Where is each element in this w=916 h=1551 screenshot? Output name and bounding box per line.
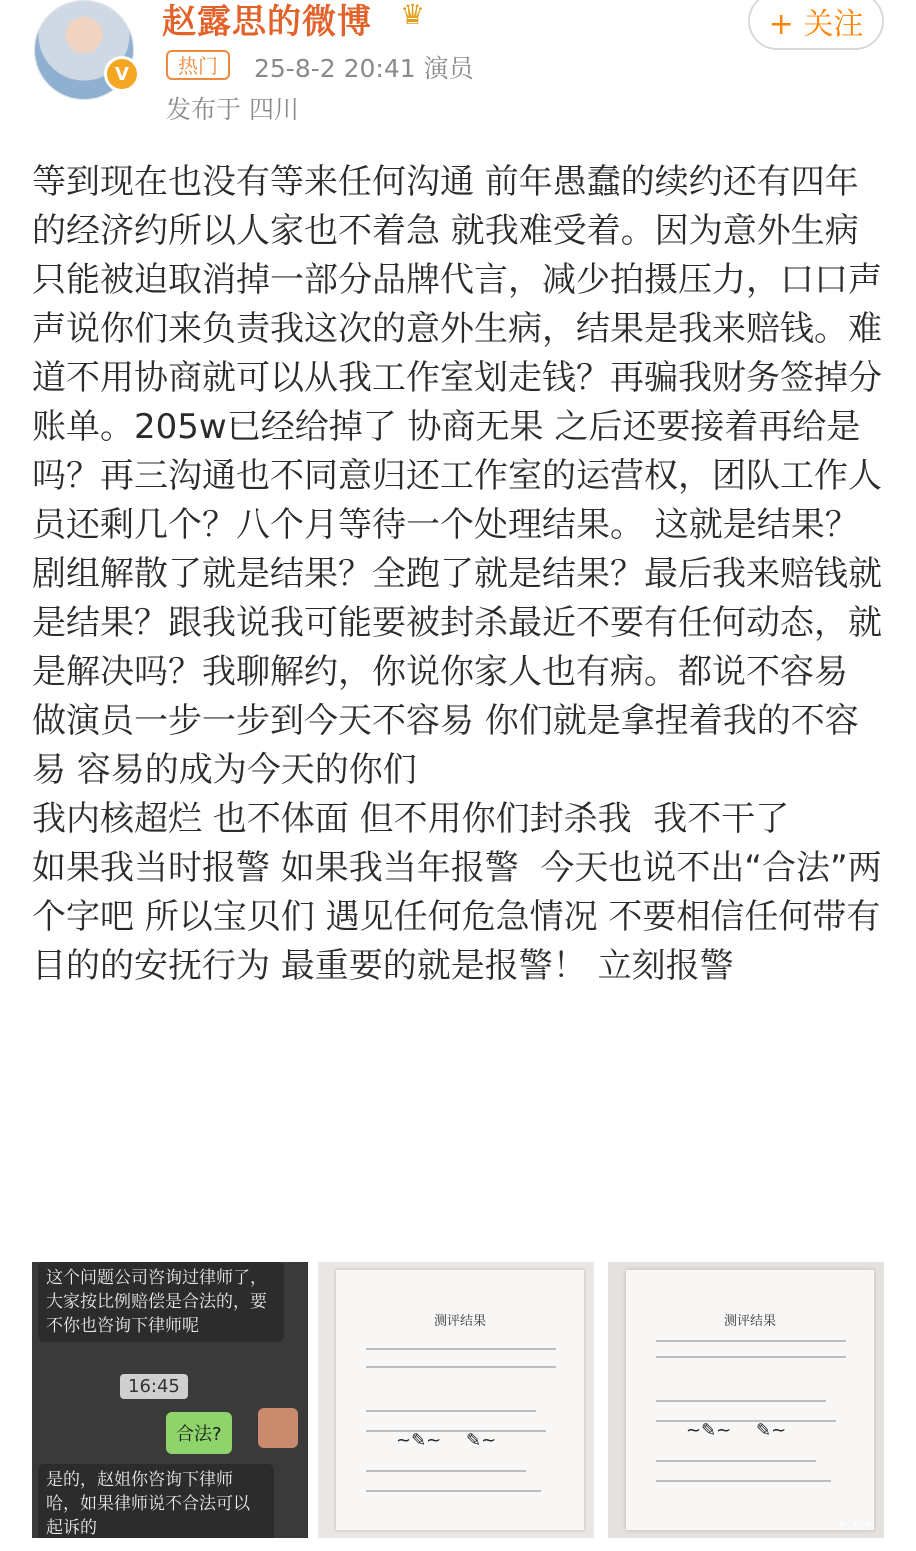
watermark: • • • bbox=[838, 1518, 872, 1534]
document-line bbox=[656, 1420, 836, 1422]
signature: ~✎~ bbox=[686, 1420, 732, 1441]
document-line bbox=[656, 1356, 846, 1358]
document-title: 测评结果 bbox=[723, 1314, 776, 1329]
photo-chat-screenshot[interactable] bbox=[32, 1262, 308, 1538]
post-paragraph: 等到现在也没有等来任何沟通 前年愚蠢的续约还有四年的经济约所以人家也不着急 就我难受着。因为意外生病只能被迫取消掉一部分品牌代言，减少拍摄压力，口口声声说你们来负责我这次的意外生病，结果是我来赔钱。难道不用协商就可以从我工作室划走钱？再骗我财务签掉分账单。205w已经给掉了 协商无果 之后还要接着再给是吗？再三沟通也不同意归还工作室的运营权，团队工作人员还剩几个？八个月等待一个处理结果。 这就是结果？剧组解散了就是结果？全跑了就是结果？最后我来赔钱就是结果？跟我说我可能要被封杀最近不要有任何动态，就是解决吗？我聊解约，你说你家人也有病。都说不容易 做演员一步一步到今天不容易 你们就是拿捏着我的不容易 容易的成为今天的你们 bbox=[32, 162, 882, 790]
chat-message-self: 合法? bbox=[166, 1412, 232, 1454]
document-page bbox=[336, 1270, 584, 1530]
photo-document-1[interactable] bbox=[318, 1262, 594, 1538]
hot-tag: 热门 bbox=[166, 50, 230, 80]
chat-message: 是的，赵姐你咨询下律师哈，如果律师说不合法可以起诉的 bbox=[38, 1464, 274, 1538]
chat-avatar bbox=[258, 1408, 298, 1448]
photo-document-2[interactable] bbox=[608, 1262, 884, 1538]
post-header bbox=[0, 0, 916, 140]
document-line bbox=[366, 1470, 526, 1472]
post-paragraph: 我内核超烂 也不体面 但不用你们封杀我 我不干了 bbox=[32, 799, 790, 839]
follow-button[interactable]: + 关注 bbox=[748, 0, 884, 50]
document-line bbox=[656, 1340, 846, 1342]
document-page bbox=[626, 1270, 874, 1530]
document-line bbox=[366, 1490, 541, 1492]
signature: ✎~ bbox=[466, 1430, 497, 1451]
document-title: 测评结果 bbox=[433, 1314, 486, 1329]
chat-message: 这个问题公司咨询过律师了，大家按比例赔偿是合法的，要不你也咨询下律师呢 bbox=[38, 1262, 284, 1342]
chat-timestamp: 16:45 bbox=[120, 1374, 188, 1399]
crown-icon: ♛ bbox=[400, 0, 426, 31]
signature: ✎~ bbox=[756, 1420, 787, 1441]
photo-grid bbox=[32, 1262, 884, 1538]
document-line bbox=[366, 1430, 546, 1432]
document-line bbox=[656, 1400, 826, 1402]
post-location: 发布于 四川 bbox=[166, 95, 299, 124]
post-body bbox=[32, 158, 882, 991]
document-line bbox=[366, 1366, 556, 1368]
post-paragraph: 如果我当时报警 如果我当年报警 今天也说不出“合法”两个字吧 所以宝贝们 遇见任何危急情况 不要相信任何带有目的的安抚行为 最重要的就是报警！ 立刻报警 bbox=[32, 848, 882, 986]
document-line bbox=[656, 1460, 816, 1462]
signature: ~✎~ bbox=[396, 1430, 442, 1451]
document-line bbox=[366, 1348, 556, 1350]
document-line bbox=[656, 1480, 831, 1482]
username[interactable]: 赵露思的微博 bbox=[162, 2, 372, 42]
post-meta: 25-8-2 20:41 演员 bbox=[254, 54, 474, 83]
verified-badge-icon: V bbox=[104, 56, 140, 92]
document-line bbox=[366, 1410, 536, 1412]
